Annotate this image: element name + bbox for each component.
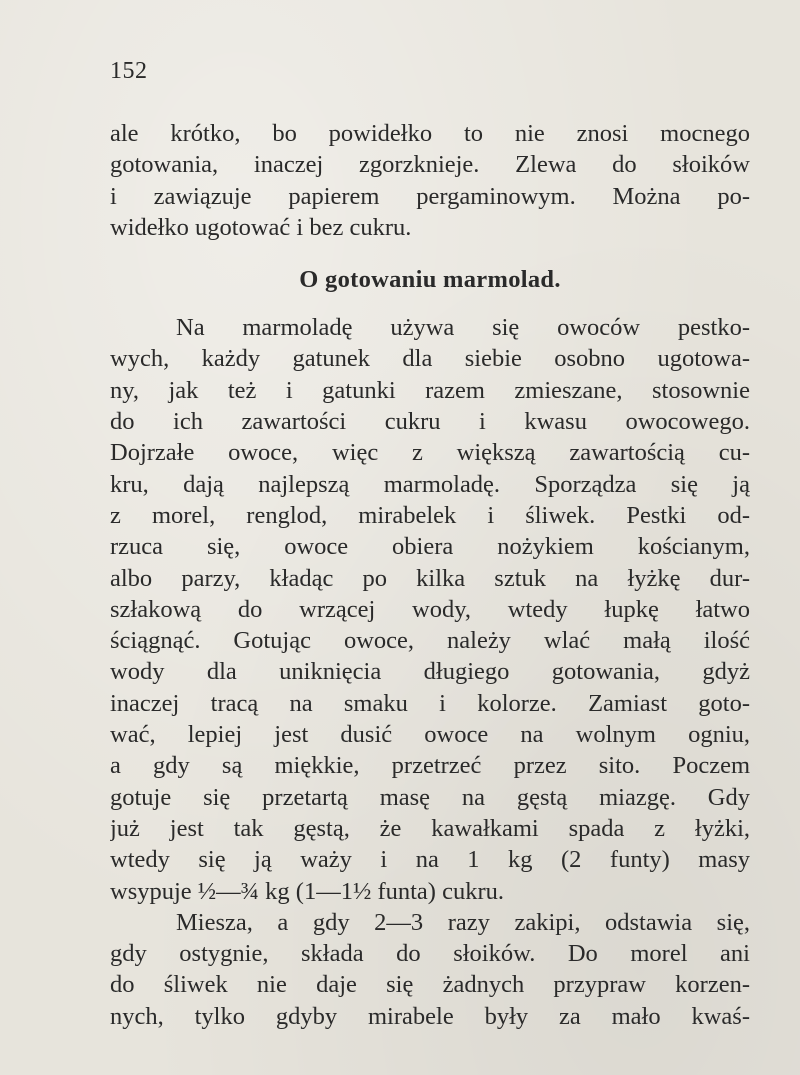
text-line: inaczej tracą na smaku i kolorze. Zamiast goto- [110,689,750,717]
text-line: wtedy się ją waży i na 1 kg (2 funty) masy [110,846,750,874]
page-content [110,118,750,1032]
text-line: gotuje się przetartą masę na gęstą miazgę. Gdy [110,783,750,811]
text-line: rzuca się, owoce obiera nożykiem kościanym, [110,533,750,561]
text-line: wać, lepiej jest dusić owoce na wolnym ogniu, [110,721,750,749]
text-line: a gdy są miękkie, przetrzeć przez sito. Poczem [110,752,750,780]
text-line: Na marmoladę używa się owoców pestko- [176,314,750,342]
paragraph-1 [110,312,750,907]
text-line: nych, tylko gdyby mirabele były za mało kwaś- [110,1002,750,1030]
intro-paragraph [110,118,750,243]
text-line: ny, jak też i gatunki razem zmieszane, stosownie [110,376,750,404]
text-line: szłakową do wrzącej wody, wtedy łupkę łatwo [110,595,750,623]
text-line: gdy ostygnie, składa do słoików. Do morel ani [110,940,750,968]
text-line: wych, każdy gatunek dla siebie osobno ugotowa- [110,345,750,373]
text-line: widełko ugotować i bez cukru. [110,213,412,241]
page-number: 152 [110,58,148,84]
text-line: kru, dają najlepszą marmoladę. Sporządza się ją [110,470,750,498]
text-line: Miesza, a gdy 2—3 razy zakipi, odstawia się, [176,908,750,936]
section-heading: O gotowaniu marmolad. [299,266,561,294]
text-line: Dojrzałe owoce, więc z większą zawartością cu- [110,439,750,467]
text-line: wody dla uniknięcia długiego gotowania, gdyż [110,658,750,686]
text-line: albo parzy, kładąc po kilka sztuk na łyżkę dur- [110,564,750,592]
text-line: już jest tak gęstą, że kawałkami spada z łyżki, [110,814,750,842]
text-line: ale krótko, bo powidełko to nie znosi mocnego [110,120,750,147]
text-line: wsypuje ½—¾ kg (1—1½ funta) cukru. [110,877,504,905]
text-line: ściągnąć. Gotując owoce, należy wlać małą ilość [110,627,750,655]
text-line: do ich zawartości cukru i kwasu owocowego. [110,408,750,436]
text-line: gotowania, inaczej zgorzknieje. Zlewa do słoików [110,151,750,179]
text-line: i zawiązuje papierem pergaminowym. Można po- [110,182,750,210]
paragraph-2 [110,907,750,1032]
text-line: do śliwek nie daje się żadnych przypraw korzen- [110,971,750,999]
text-line: z morel, renglod, mirabelek i śliwek. Pestki od- [110,501,750,529]
